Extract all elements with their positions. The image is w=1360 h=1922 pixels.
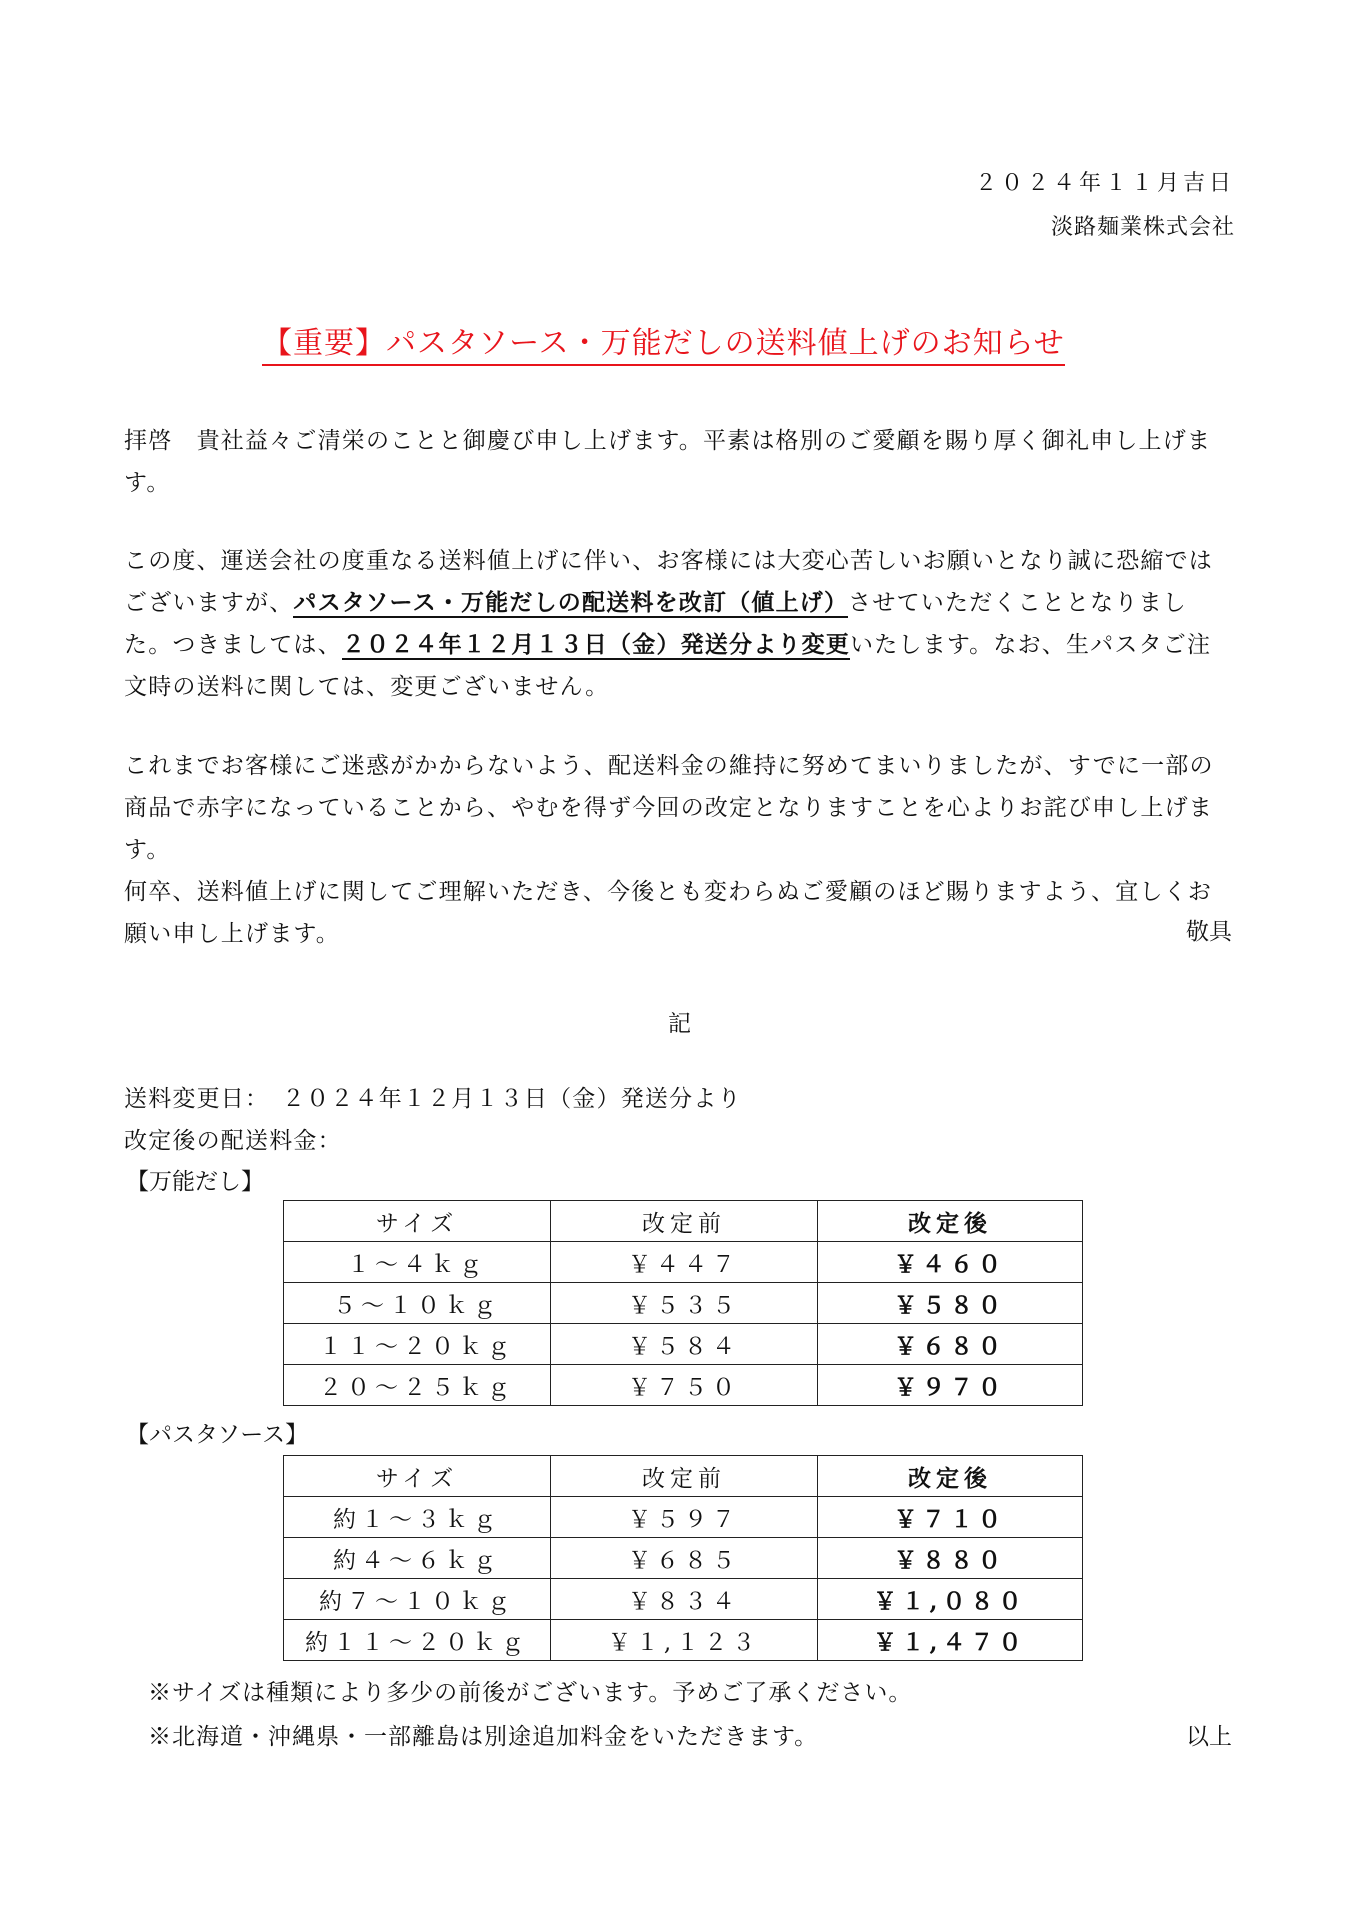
price-before-cell: ￥５８４: [551, 1324, 818, 1365]
header-after: 改定後: [818, 1201, 1083, 1242]
header-before: 改定前: [551, 1456, 818, 1497]
section-title-dashi: 【万能だし】: [126, 1169, 264, 1195]
issue-date: ２０２４年１１月吉日: [974, 171, 1235, 196]
pasta-sauce-rate-table: [283, 1455, 1083, 1661]
table-header-row: [284, 1201, 1083, 1242]
end-mark: 以上: [1186, 1724, 1232, 1750]
apology-paragraph: これまでお客様にご迷惑がかからないよう、配送料金の維持に努めてまいりましたが、すでに一部の商品で赤字になっていることから、やむを得ず今回の改定となりますことを心よりお詫び申し上げます。: [124, 753, 1214, 863]
header-before: 改定前: [551, 1201, 818, 1242]
table-row: [284, 1324, 1083, 1365]
price-after-cell: ￥１,４７０: [818, 1620, 1083, 1661]
price-before-cell: ￥５３５: [551, 1283, 818, 1324]
size-cell: １～４ｋｇ: [284, 1242, 551, 1283]
size-cell: １１～２０ｋｇ: [284, 1324, 551, 1365]
change-date-value: ２０２４年１２月１３日（金）発送分より: [281, 1086, 742, 1112]
size-cell: ５～１０ｋｇ: [284, 1283, 551, 1324]
price-before-cell: ￥７５０: [551, 1365, 818, 1406]
announcement-text-c: させていただくこととなりました。つきましては、: [124, 590, 1187, 658]
table-row: [284, 1538, 1083, 1579]
price-before-cell: ￥８３４: [551, 1579, 818, 1620]
header-size: サイズ: [284, 1201, 551, 1242]
dashi-rate-table: [283, 1200, 1083, 1406]
table-row: [284, 1365, 1083, 1406]
document-title: 【重要】パスタソース・万能だしの送料値上げのお知らせ: [262, 318, 1065, 366]
table-row: [284, 1283, 1083, 1324]
announcement-emphasis-date: ２０２４年１２月１３日（金）発送分より変更: [341, 631, 851, 658]
table-row: [284, 1620, 1083, 1661]
price-before-cell: ￥４４７: [551, 1242, 818, 1283]
note-extra-charge: ※北海道・沖縄県・一部離島は別途追加料金をいただきます。: [148, 1724, 819, 1750]
size-cell: 約４～６ｋｇ: [284, 1538, 551, 1579]
size-cell: 約１～３ｋｇ: [284, 1497, 551, 1538]
section-title-pasta-sauce: 【パスタソース】: [126, 1422, 309, 1448]
size-cell: ２０～２５ｋｇ: [284, 1365, 551, 1406]
closing-keigu: 敬具: [1186, 919, 1232, 945]
announcement-text-e: いたします。なお、生パスタご注文時の送料に関しては、変更ございません。: [124, 632, 1212, 700]
size-cell: 約１１～２０ｋｇ: [284, 1620, 551, 1661]
price-after-cell: ￥７１０: [818, 1497, 1083, 1538]
company-name: 淡路麺業株式会社: [1050, 215, 1235, 240]
price-before-cell: ￥６８５: [551, 1538, 818, 1579]
note-size-variation: ※サイズは種類により多少の前後がございます。予めご了承ください。: [148, 1680, 913, 1706]
price-after-cell: ￥１,０８０: [818, 1579, 1083, 1620]
announcement-paragraph: [124, 540, 1234, 708]
price-after-cell: ￥６８０: [818, 1324, 1083, 1365]
ki-heading: 記: [668, 1011, 691, 1037]
header-after: 改定後: [818, 1456, 1083, 1497]
table-row: [284, 1242, 1083, 1283]
price-after-cell: ￥４６０: [818, 1242, 1083, 1283]
price-after-cell: ￥５８０: [818, 1283, 1083, 1324]
table-row: [284, 1497, 1083, 1538]
table-row: [284, 1579, 1083, 1620]
header-size: サイズ: [284, 1456, 551, 1497]
size-cell: 約７～１０ｋｇ: [284, 1579, 551, 1620]
price-before-cell: ￥１,１２３: [551, 1620, 818, 1661]
change-date-line: [124, 1080, 742, 1113]
new-rates-label: 改定後の配送料金：: [124, 1128, 342, 1154]
price-before-cell: ￥５９７: [551, 1497, 818, 1538]
change-date-label: 送料変更日：: [124, 1086, 258, 1112]
price-after-cell: ￥９７０: [818, 1365, 1083, 1406]
announcement-text-a: この度、運送会社の度重なる送料値上げに伴い、お客様には大変心苦しいお願いとなり誠に恐縮ではございますが、: [124, 548, 1213, 616]
price-after-cell: ￥８８０: [818, 1538, 1083, 1579]
request-paragraph: 何卒、送料値上げに関してご理解いただき、今後とも変わらぬご愛顧のほど賜りますよう、宜しくお願い申し上げます。: [124, 879, 1213, 947]
announcement-emphasis-revision: パスタソース・万能だしの配送料を改訂（値上げ）: [293, 589, 849, 616]
greeting-paragraph: 拝啓 貴社益々ご清栄のことと御慶び申し上げます。平素は格別のご愛顧を賜り厚く御礼申し上げます。: [124, 428, 1212, 496]
table-header-row: [284, 1456, 1083, 1497]
